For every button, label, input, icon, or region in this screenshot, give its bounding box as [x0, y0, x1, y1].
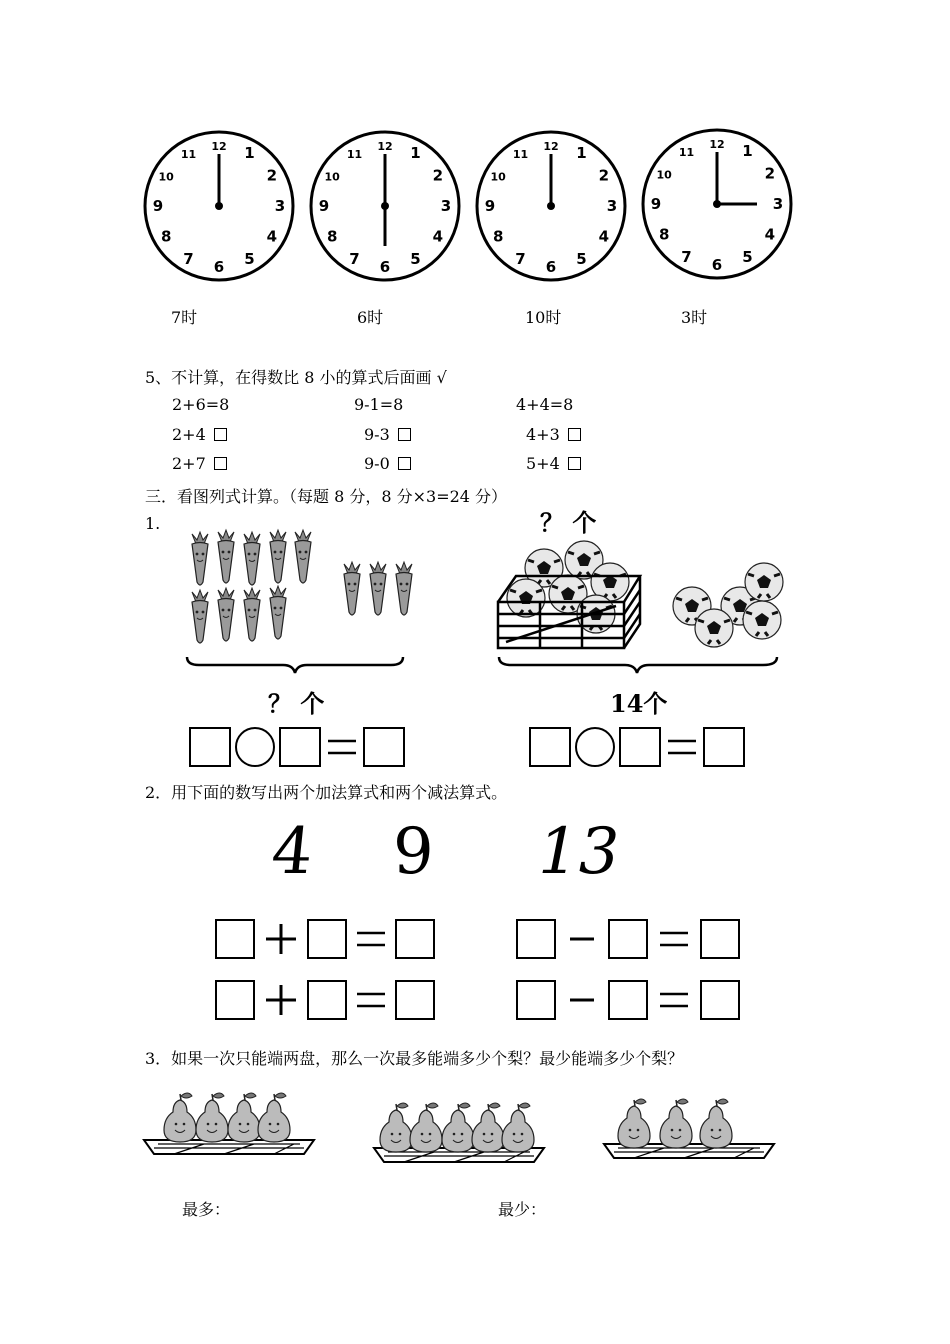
answer-box[interactable]	[516, 980, 556, 1020]
q2-add-row-1	[215, 919, 435, 959]
equals-sign	[665, 727, 699, 767]
clock-number: 8	[658, 225, 670, 244]
clock-number: 10	[656, 168, 672, 182]
clock-number: 1	[742, 142, 753, 161]
clock-number: 3	[440, 197, 452, 215]
clock-3	[473, 128, 629, 284]
q2-number-3: 13	[538, 815, 620, 889]
q1-right-question: ？ 个	[540, 508, 597, 537]
clock-number: 11	[346, 148, 363, 162]
clock-center	[713, 200, 721, 208]
answer-box[interactable]	[608, 919, 648, 959]
clock-number: 9	[484, 197, 496, 215]
clock-number: 7	[349, 249, 360, 268]
clock-label-2: 6时	[357, 308, 384, 327]
carrot-illustration	[185, 526, 435, 656]
clock-number: 11	[180, 148, 197, 162]
clock-number: 7	[515, 249, 526, 268]
plus-sign	[263, 919, 299, 959]
answer-box[interactable]	[703, 727, 745, 767]
answer-checkbox[interactable]	[214, 428, 227, 441]
equals-sign	[355, 919, 387, 959]
answer-box[interactable]	[307, 919, 347, 959]
answer-box[interactable]	[700, 980, 740, 1020]
answer-box[interactable]	[516, 919, 556, 959]
clock-4	[639, 126, 795, 282]
answer-box[interactable]	[619, 727, 661, 767]
clock-number: 3	[606, 197, 618, 215]
q2-title: 2．用下面的数写出两个加法算式和两个减法算式。	[145, 783, 508, 802]
clock-center	[381, 202, 389, 210]
clock-number: 5	[410, 249, 421, 268]
clock-number: 6	[379, 258, 391, 276]
q1-left-equation	[189, 727, 405, 767]
q2-number-1: 4	[268, 815, 317, 889]
clock-number: 3	[274, 197, 286, 215]
q5-r1-c3: 4+4=8	[516, 395, 574, 414]
q5-r2-c2: 9-3	[364, 425, 411, 444]
q2-add-row-2	[215, 980, 435, 1020]
answer-checkbox[interactable]	[568, 428, 581, 441]
equals-sign	[325, 727, 359, 767]
operator-circle[interactable]	[235, 727, 275, 767]
clock-number: 6	[213, 258, 225, 276]
clock-number: 3	[772, 195, 784, 213]
clock-number: 9	[650, 195, 662, 213]
clock-number: 7	[183, 249, 194, 268]
most-label: 最多：	[182, 1200, 231, 1219]
q5-r1-c1: 2+6=8	[172, 395, 230, 414]
plus-sign	[263, 980, 299, 1020]
q5-r2-c1: 2+4	[172, 425, 227, 444]
brace-left	[185, 655, 405, 675]
clock-number: 5	[742, 247, 753, 266]
q2-sub-row-1	[516, 919, 740, 959]
q5-r2-c3: 4+3	[526, 425, 581, 444]
answer-box[interactable]	[189, 727, 231, 767]
answer-box[interactable]	[700, 919, 740, 959]
clock-number: 6	[545, 258, 557, 276]
clock-number: 8	[160, 227, 172, 246]
clock-number: 7	[681, 247, 692, 266]
pear-plates-illustration	[140, 1090, 780, 1170]
clock-number: 1	[576, 144, 587, 163]
q1-right-total: 14个	[610, 689, 668, 718]
equals-sign	[658, 980, 690, 1020]
clock-label-3: 10时	[525, 308, 562, 327]
section3-title: 三．看图列式计算。（每题 8 分，8 分×3=24 分）	[145, 487, 508, 506]
q1-left-answer: ？ 个	[268, 689, 325, 718]
answer-checkbox[interactable]	[214, 457, 227, 470]
clock-number: 8	[326, 227, 338, 246]
q5-r3-c2: 9-0	[364, 454, 411, 473]
clock-number: 12	[709, 138, 725, 151]
answer-box[interactable]	[215, 919, 255, 959]
clock-number: 2	[598, 166, 610, 185]
clock-number: 4	[764, 225, 776, 244]
minus-sign	[566, 980, 598, 1020]
clock-number: 8	[492, 227, 504, 246]
answer-box[interactable]	[363, 727, 405, 767]
answer-box[interactable]	[529, 727, 571, 767]
clock-label-4: 3时	[681, 308, 708, 327]
answer-checkbox[interactable]	[398, 457, 411, 470]
clock-number: 12	[211, 140, 227, 153]
q3-title: 3．如果一次只能端两盘，那么一次最多能端多少个梨？最少能端多少个梨？	[145, 1049, 684, 1068]
q1-label: 1.	[145, 514, 161, 533]
operator-circle[interactable]	[575, 727, 615, 767]
clock-number: 1	[244, 144, 255, 163]
clock-label-1: 7时	[171, 308, 198, 327]
answer-checkbox[interactable]	[398, 428, 411, 441]
q2-sub-row-2	[516, 980, 740, 1020]
clock-number: 2	[764, 164, 776, 183]
equals-sign	[355, 980, 387, 1020]
least-label: 最少：	[498, 1200, 547, 1219]
clock-number: 4	[432, 227, 444, 246]
answer-box[interactable]	[395, 919, 435, 959]
clock-number: 10	[490, 170, 506, 184]
clock-number: 4	[598, 227, 610, 246]
soccer-ball-illustration	[496, 538, 786, 653]
q5-r3-c1: 2+7	[172, 454, 227, 473]
clock-1	[141, 128, 297, 284]
clock-center	[215, 202, 223, 210]
clock-number: 10	[158, 170, 174, 184]
clock-center	[547, 202, 555, 210]
brace-right	[497, 655, 779, 675]
clock-2	[307, 128, 463, 284]
clock-number: 9	[318, 197, 330, 215]
clock-number: 6	[711, 256, 723, 274]
clock-number: 1	[410, 144, 421, 163]
clock-number: 11	[678, 146, 695, 160]
answer-checkbox[interactable]	[568, 457, 581, 470]
clock-number: 10	[324, 170, 340, 184]
answer-box[interactable]	[307, 980, 347, 1020]
answer-box[interactable]	[395, 980, 435, 1020]
clock-number: 12	[377, 140, 393, 153]
clock-number: 2	[432, 166, 444, 185]
clock-number: 12	[543, 140, 559, 153]
clock-number: 5	[244, 249, 255, 268]
answer-box[interactable]	[215, 980, 255, 1020]
clock-number: 2	[266, 166, 278, 185]
q2-number-2: 9	[393, 815, 434, 889]
answer-box[interactable]	[608, 980, 648, 1020]
answer-box[interactable]	[279, 727, 321, 767]
clock-number: 11	[512, 148, 529, 162]
clock-number: 4	[266, 227, 278, 246]
q1-right-equation	[529, 727, 745, 767]
q5-title: 5、不计算，在得数比 8 小的算式后面画 √	[145, 368, 447, 387]
q5-r1-c2: 9-1=8	[354, 395, 404, 414]
clock-number: 5	[576, 249, 587, 268]
q5-r3-c3: 5+4	[526, 454, 581, 473]
equals-sign	[658, 919, 690, 959]
clock-number: 9	[152, 197, 164, 215]
minus-sign	[566, 919, 598, 959]
